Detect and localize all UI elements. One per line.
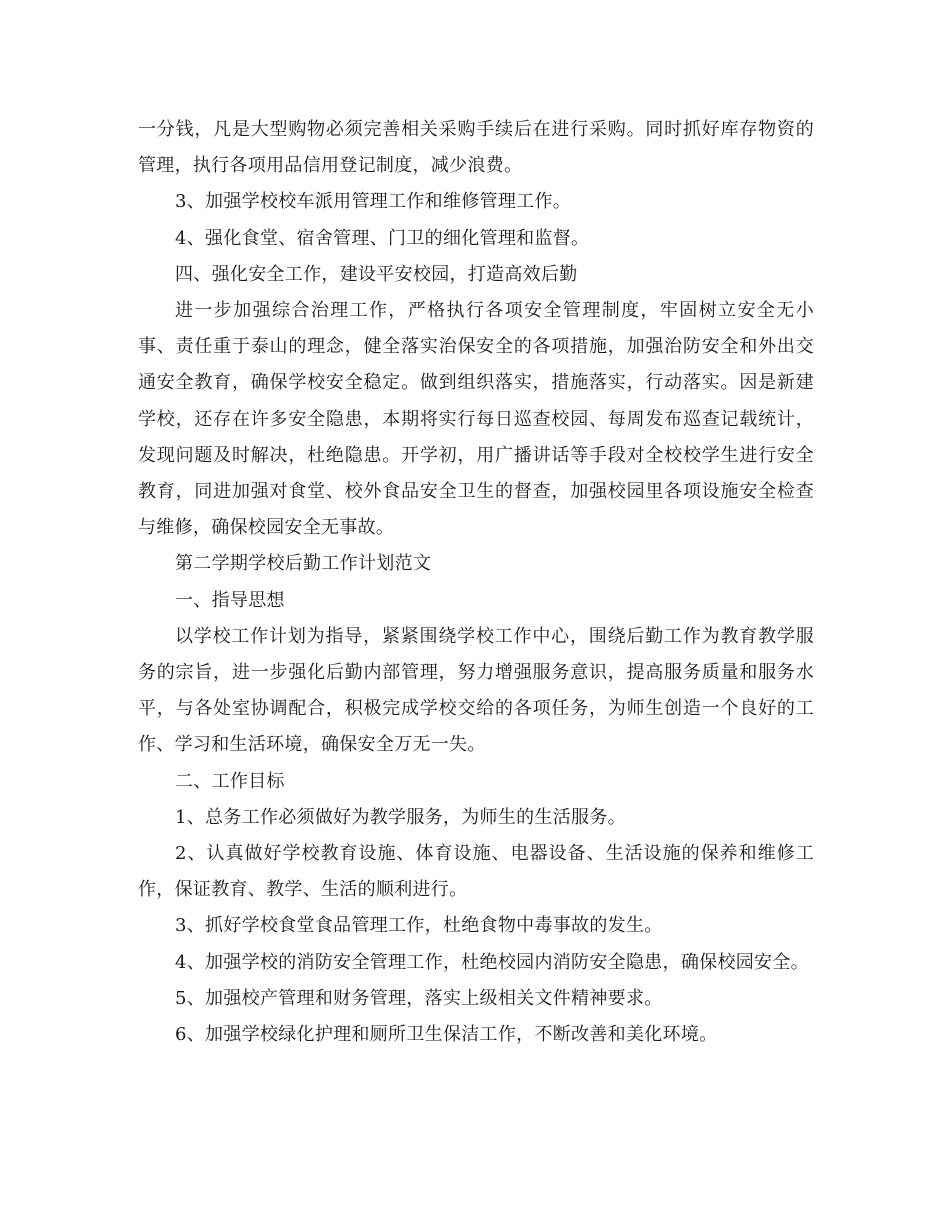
document-body xyxy=(138,112,814,1053)
paragraph-1: 一分钱，凡是大型购物必须完善相关采购手续后在进行采购。同时抓好库存物资的管理，执行各项用品信用登记制度，减少浪费。 xyxy=(138,119,814,177)
document-subtitle: 第二学期学校后勤工作计划范文 xyxy=(175,553,432,575)
list-item-5: 5、加强校产管理和财务管理，落实上级相关文件精神要求。 xyxy=(175,987,663,1009)
list-item-6: 6、加强学校绿化护理和厕所卫生保洁工作，不断改善和美化环境。 xyxy=(175,1024,718,1046)
list-item-4: 4、加强学校的消防安全管理工作，杜绝校园内消防安全隐患，确保校园安全。 xyxy=(175,951,809,973)
paragraph-5: 进一步加强综合治理工作，严格执行各项安全管理制度，牢固树立安全无小事、责任重于泰山的理念，健全落实治保安全的各项措施，加强治防安全和外出交通安全教育，确保学校安全稳定。做到组织落实，措施落实，行动落实。因是新建学校，还存在许多安全隐患，本期将实行每日巡查校园、每周发布巡查记载统计，发现问题及时解决，杜绝隐患。开学初，用广播讲话等手段对全校校学生进行安全教育，同进加强对食堂、校外食品安全卫生的督查，加强校园里各项设施安全检查与维修，确保校园安全无事故。 xyxy=(138,300,814,539)
paragraph-3: 4、强化食堂、宿舍管理、门卫的细化管理和监督。 xyxy=(175,227,590,249)
list-item-1: 1、总务工作必须做好为教学服务，为师生的生活服务。 xyxy=(175,806,626,828)
paragraph-8: 以学校工作计划为指导，紧紧围绕学校工作中心，围绕后勤工作为教育教学服务的宗旨，进一步强化后勤内部管理，努力增强服务意识，提高服务质量和服务水平，与各处室协调配合，积极完成学校交给的各项任务，为师生创造一个良好的工作、学习和生活环境，确保安全万无一失。 xyxy=(138,625,814,756)
list-item-2: 2、认真做好学校教育设施、体育设施、电器设备、生活设施的保养和维修工作，保证教育、教学、生活的顺利进行。 xyxy=(138,843,814,901)
paragraph-2: 3、加强学校校车派用管理工作和维修管理工作。 xyxy=(175,191,572,213)
section-heading-4: 四、强化安全工作，建设平安校园，打造高效后勤 xyxy=(175,263,578,285)
section-heading-2: 二、工作目标 xyxy=(175,770,285,792)
section-heading-1: 一、指导思想 xyxy=(175,589,285,611)
list-item-3: 3、抓好学校食堂食品管理工作，杜绝食物中毒事故的发生。 xyxy=(175,915,663,937)
